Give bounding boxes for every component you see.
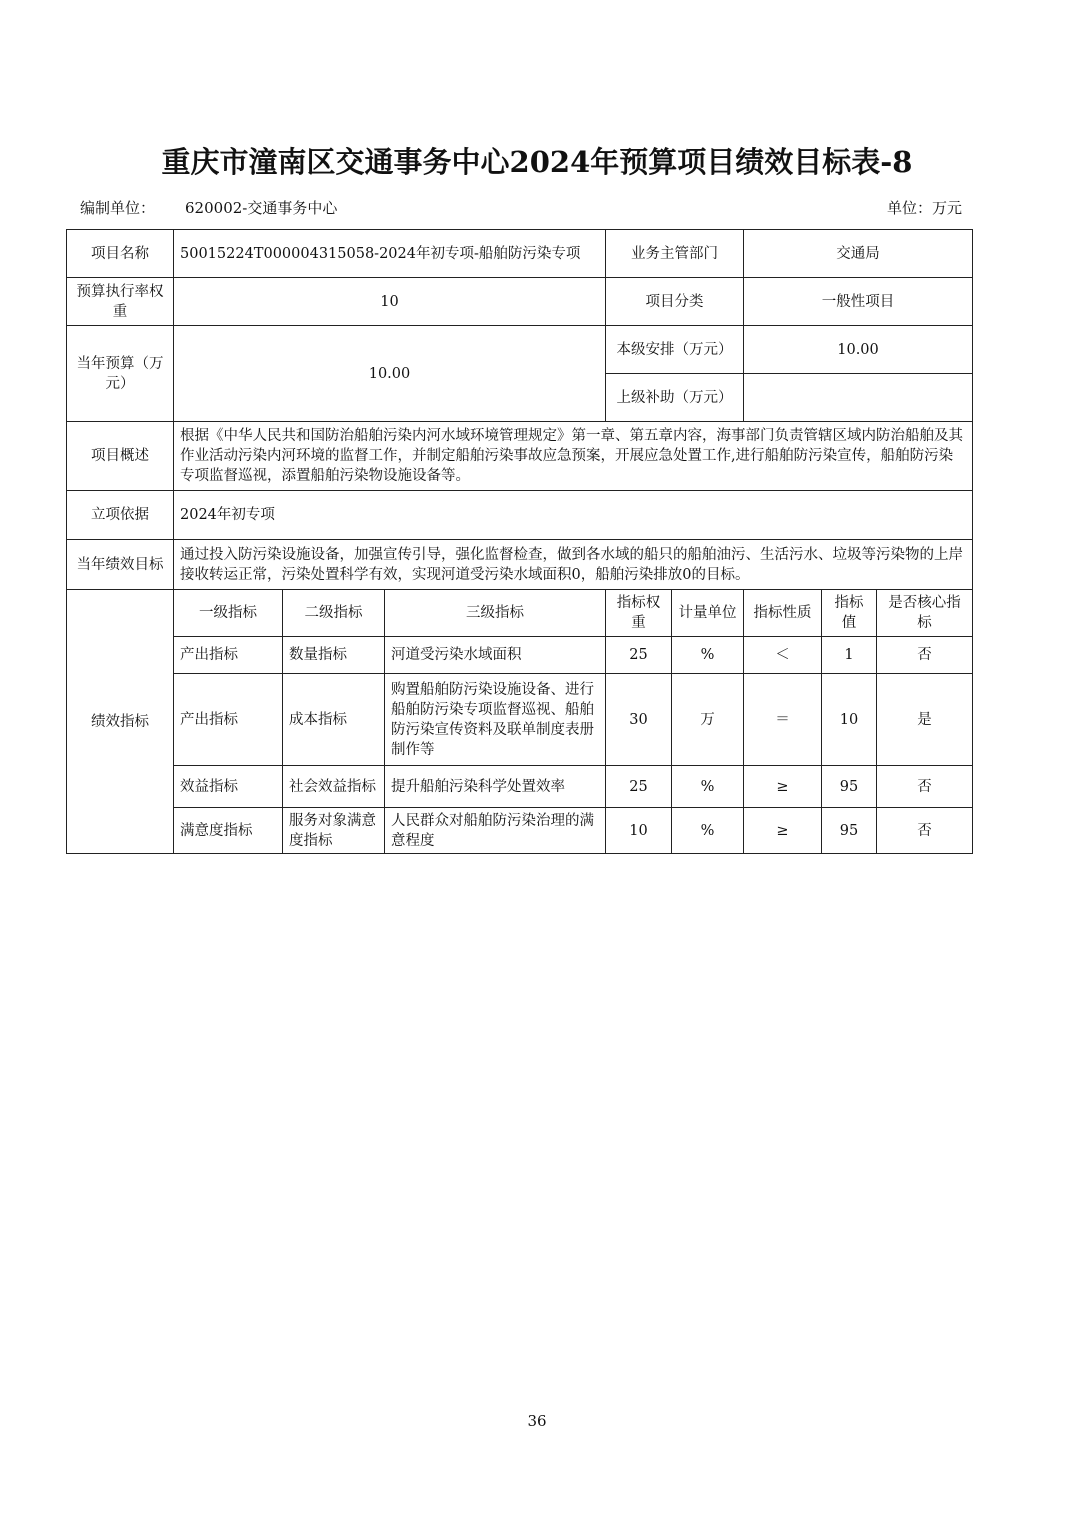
indicator-level3: 购置船舶防污染设施设备、进行船舶防污染专项监督巡视、船舶防污染宣传资料及联单制度表册制作等	[385, 674, 606, 766]
budget-value: 10.00	[174, 326, 606, 422]
indicator-unit: %	[672, 808, 744, 854]
indicator-level1: 效益指标	[174, 766, 283, 808]
indicator-level2: 社会效益指标	[283, 766, 385, 808]
page-number: 36	[527, 1412, 547, 1430]
indicator-nature: ＝	[744, 674, 822, 766]
goal-label: 当年绩效目标	[67, 540, 174, 590]
category-label: 项目分类	[606, 278, 744, 326]
category-value: 一般性项目	[744, 278, 973, 326]
indicator-nature: ＜	[744, 637, 822, 674]
compiling-unit	[80, 197, 337, 218]
indicator-level3: 提升船舶污染科学处置效率	[385, 766, 606, 808]
dept-label: 业务主管部门	[606, 230, 744, 278]
table-row	[67, 808, 973, 854]
table-row	[67, 637, 973, 674]
indicator-level1: 满意度指标	[174, 808, 283, 854]
upper-value	[744, 374, 973, 422]
indicator-core: 否	[877, 766, 973, 808]
local-label: 本级安排（万元）	[606, 326, 744, 374]
header-level1: 一级指标	[174, 590, 283, 637]
table-row	[67, 278, 973, 326]
indicator-core: 是	[877, 674, 973, 766]
indicator-nature: ≥	[744, 766, 822, 808]
indicator-value: 10	[822, 674, 877, 766]
header-nature: 指标性质	[744, 590, 822, 637]
indicator-value: 95	[822, 808, 877, 854]
table-row	[67, 230, 973, 278]
indicator-level2: 成本指标	[283, 674, 385, 766]
indicator-weight: 25	[606, 766, 672, 808]
dept-value: 交通局	[744, 230, 973, 278]
header-value: 指标值	[822, 590, 877, 637]
indicator-weight: 25	[606, 637, 672, 674]
table-row	[67, 590, 973, 637]
header-level2: 二级指标	[283, 590, 385, 637]
header-weight: 指标权重	[606, 590, 672, 637]
indicator-weight: 10	[606, 808, 672, 854]
table-row	[67, 422, 973, 491]
indicator-level1: 产出指标	[174, 674, 283, 766]
indicator-level3: 河道受污染水域面积	[385, 637, 606, 674]
table-row	[67, 674, 973, 766]
header-level3: 三级指标	[385, 590, 606, 637]
compiling-unit-value: 620002-交通事务中心	[185, 199, 338, 217]
goal-value: 通过投入防污染设施设备，加强宣传引导，强化监督检查，做到各水域的船只的船舶油污、生活污水、垃圾等污染物的上岸接收转运正常，污染处置科学有效，实现河道受污染水域面积0，船舶污染排放0的目标。	[174, 540, 973, 590]
table-row	[67, 766, 973, 808]
budget-label: 当年预算（万元）	[67, 326, 174, 422]
local-value: 10.00	[744, 326, 973, 374]
weight-label: 预算执行率权重	[67, 278, 174, 326]
indicator-label: 绩效指标	[67, 590, 174, 854]
currency-unit: 单位：万元	[886, 199, 962, 217]
upper-label: 上级补助（万元）	[606, 374, 744, 422]
overview-label: 项目概述	[67, 422, 174, 491]
indicator-value: 95	[822, 766, 877, 808]
overview-value: 根据《中华人民共和国防治船舶污染内河水域环境管理规定》第一章、第五章内容，海事部门负责管辖区域内防治船舶及其作业活动污染内河环境的监督工作，并制定船舶污染事故应急预案，开展应急处置工作,进行船舶防污染宣传，船舶防污染专项监督巡视，添置船舶污染物设施设备等。	[174, 422, 973, 491]
indicator-nature: ≥	[744, 808, 822, 854]
indicator-level1: 产出指标	[174, 637, 283, 674]
indicator-level2: 数量指标	[283, 637, 385, 674]
table-row	[67, 491, 973, 540]
table-row	[67, 326, 973, 374]
indicator-core: 否	[877, 808, 973, 854]
indicator-value: 1	[822, 637, 877, 674]
basis-value: 2024年初专项	[174, 491, 973, 540]
indicator-unit: %	[672, 766, 744, 808]
indicator-unit: %	[672, 637, 744, 674]
basis-label: 立项依据	[67, 491, 174, 540]
project-name-label: 项目名称	[67, 230, 174, 278]
table-row	[67, 540, 973, 590]
page-title: 重庆市潼南区交通事务中心2024年预算项目绩效目标表-8	[161, 145, 913, 179]
performance-table	[66, 229, 973, 854]
indicator-core: 否	[877, 637, 973, 674]
project-name-value: 50015224T000004315058-2024年初专项-船舶防污染专项	[174, 230, 606, 278]
header-core: 是否核心指标	[877, 590, 973, 637]
indicator-unit: 万	[672, 674, 744, 766]
header-unit: 计量单位	[672, 590, 744, 637]
indicator-weight: 30	[606, 674, 672, 766]
compiling-unit-label: 编制单位：	[80, 199, 156, 217]
indicator-level3: 人民群众对船舶防污染治理的满意程度	[385, 808, 606, 854]
weight-value: 10	[174, 278, 606, 326]
indicator-level2: 服务对象满意度指标	[283, 808, 385, 854]
